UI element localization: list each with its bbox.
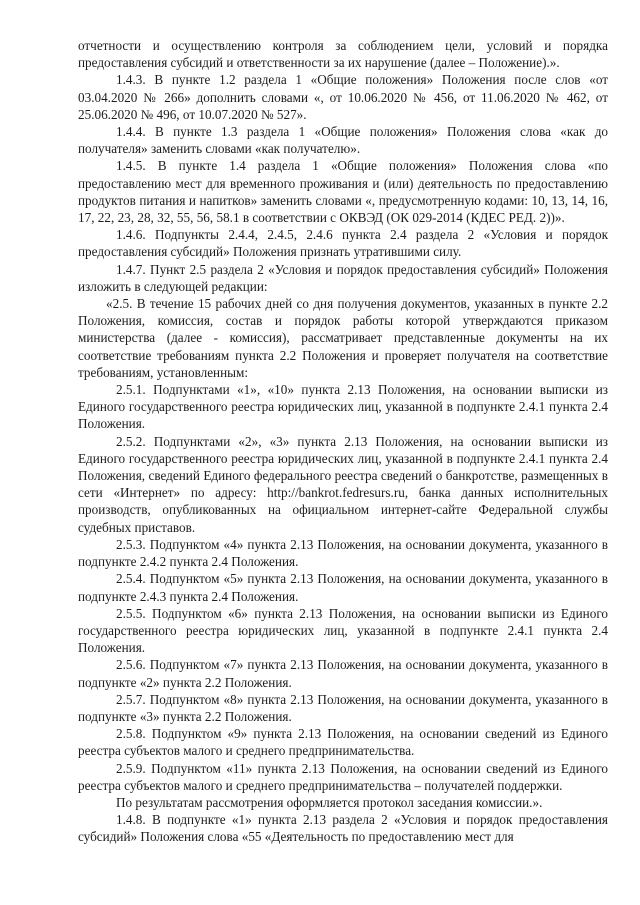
- paragraph-1-4-5: 1.4.5. В пункте 1.4 раздела 1 «Общие положения» Положения слова «по предоставлению мест для временного проживания и (или) деятельность по предоставлению продуктов питания и напитков» заменить словами «, предусмотренную кодами: 10, 13, 14, 16, 17, 22, 23, 28, 32, 55, 56, 58.1 в соответствии с ОКВЭД (ОК 029-2014 (КДЕС РЕД. 2))».: [78, 158, 608, 226]
- paragraph-2-5-8: 2.5.8. Подпунктом «9» пункта 2.13 Положения, на основании сведений из Единого реестра субъектов малого и среднего предпринимательства.: [78, 726, 608, 759]
- paragraph-2-5-4: 2.5.4. Подпунктом «5» пункта 2.13 Положения, на основании документа, указанного в подпункте 2.4.3 пункта 2.4 Положения.: [78, 571, 608, 604]
- paragraph-2-5-1: 2.5.1. Подпунктами «1», «10» пункта 2.13 Положения, на основании выписки из Единого государственного реестра юридических лиц, указанной в подпункте 2.4.1 пункта 2.4 Положения.: [78, 382, 608, 432]
- paragraph-1-4-4: 1.4.4. В пункте 1.3 раздела 1 «Общие положения» Положения слова «как до получателя» заменить словами «как получателю».: [78, 124, 608, 157]
- paragraph-2-5-3: 2.5.3. Подпунктом «4» пункта 2.13 Положения, на основании документа, указанного в подпункте 2.4.2 пункта 2.4 Положения.: [78, 536, 608, 570]
- paragraph-1-4-6: 1.4.6. Подпункты 2.4.4, 2.4.5, 2.4.6 пункта 2.4 раздела 2 «Условия и порядок предоставления субсидий» Положения признать утратившими силу.: [78, 227, 608, 260]
- paragraph-2-5-2: 2.5.2. Подпунктами «2», «3» пункта 2.13 Положения, на основании выписки из Единого государственного реестра юридических лиц, указанной в подпункте 2.4.1 пункта 2.4 Положения, сведений Единого федерального реестра сведений о банкротстве, размещенных в сети «Интернет» по адресу: http://bankrot.fedresurs.ru, банка данных исполнительных производств, опубликованных на официальном интернет-сайте Федеральной службы судебных приставов.: [78, 433, 608, 535]
- document-body: [78, 37, 608, 846]
- paragraph-2-5-9: 2.5.9. Подпунктом «11» пункта 2.13 Положения, на основании сведений из Единого реестра субъектов малого и среднего предпринимательства – получателей поддержки.: [78, 760, 608, 793]
- paragraph-2-5-5: 2.5.5. Подпунктом «6» пункта 2.13 Положения, на основании выписки из Единого государственного реестра юридических лиц, указанной в подпункте 2.4.1 пункта 2.4 Положения.: [78, 605, 608, 656]
- paragraph-2-5-6: 2.5.6. Подпунктом «7» пункта 2.13 Положения, на основании документа, указанного в подпункте «2» пункта 2.2 Положения.: [78, 657, 608, 690]
- paragraph-2-5-7: 2.5.7. Подпунктом «8» пункта 2.13 Положения, на основании документа, указанного в подпункте «3» пункта 2.2 Положения.: [78, 691, 608, 724]
- paragraph-1-4-7: 1.4.7. Пункт 2.5 раздела 2 «Условия и порядок предоставления субсидий» Положения изложить в следующей редакции:: [78, 261, 608, 294]
- paragraph-2-5: «2.5. В течение 15 рабочих дней со дня получения документов, указанных в пункте 2.2 Положения, комиссия, состав и порядок работы которой утверждаются приказом министерства (далее - комиссия), рассматривает представленные документы на их соответствие требованиям пункта 2.2 Положения и проверяет получателя на соответствие требованиям, установленным:: [78, 296, 608, 380]
- paragraph-1-4-8: 1.4.8. В подпункте «1» пункта 2.13 раздела 2 «Условия и порядок предоставления субсидий» Положения слова «55 «Деятельность по предоставлению мест для: [78, 812, 608, 845]
- paragraph-1-4-3: 1.4.3. В пункте 1.2 раздела 1 «Общие положения» Положения после слов «от 03.04.2020 № 266» дополнить словами «, от 10.06.2020 № 456, от 11.06.2020 № 462, от 25.06.2020 № 496, от 10.07.2020 № 527».: [78, 72, 608, 122]
- paragraph-protocol: По результатам рассмотрения оформляется протокол заседания комиссии.».: [116, 794, 543, 810]
- paragraph-continuation: отчетности и осуществлению контроля за соблюдением цели, условий и порядка предоставления субсидий и ответственности за их нарушение (далее – Положение).».: [78, 38, 608, 71]
